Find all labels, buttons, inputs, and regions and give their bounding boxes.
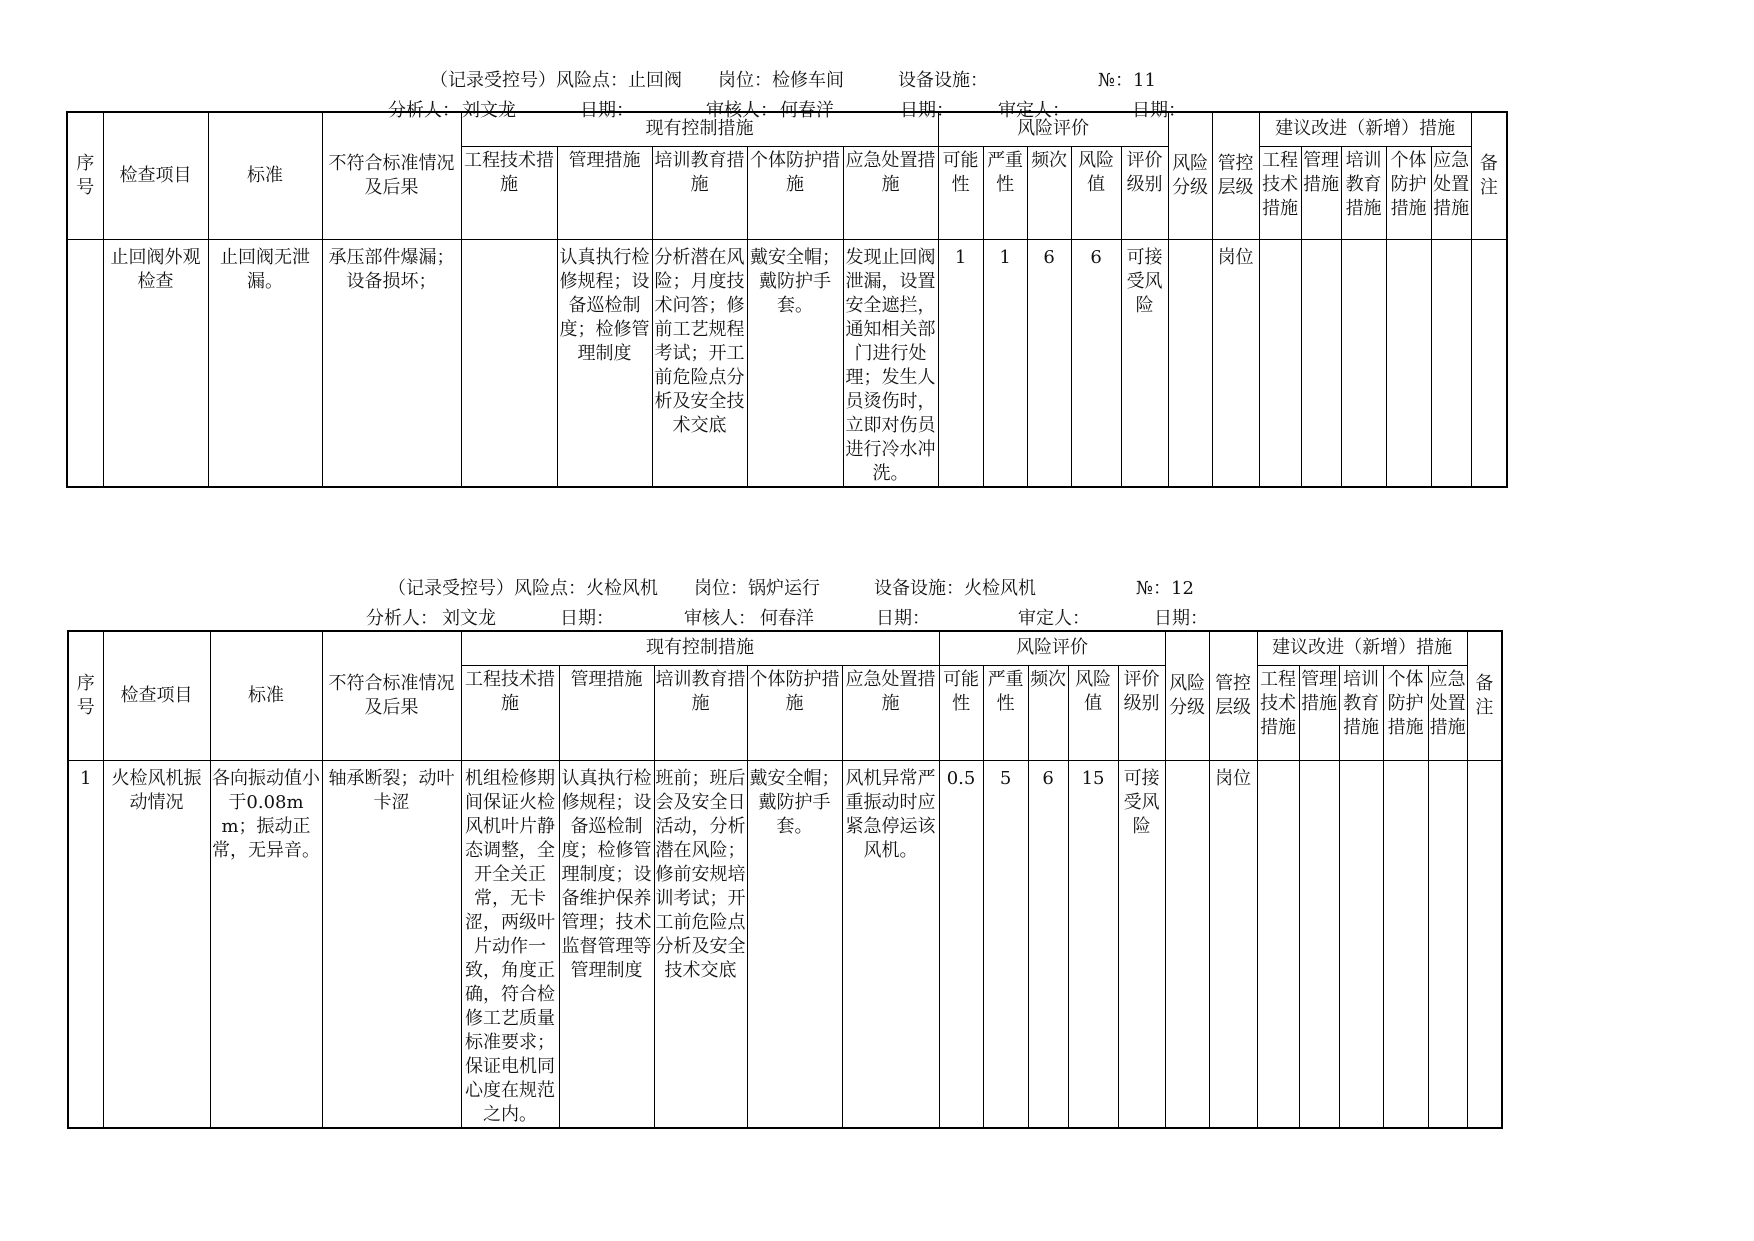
date-label: 日期： [900,100,954,121]
col-standard: 标准 [210,631,322,760]
record-number: №：12 [1136,578,1194,599]
col-s-ppe: 个体防护措施 [1386,146,1431,239]
col-likelihood: 可能性 [939,665,983,760]
col-risk-evaluation: 风险评价 [939,631,1165,665]
col-risk-value: 风险值 [1068,665,1118,760]
col-frequency: 频次 [1028,665,1068,760]
col-ppe: 个体防护措施 [747,146,843,239]
cell-ppe: 戴安全帽；戴防护手套。 [747,239,843,487]
cell-s-ppe [1383,760,1428,1128]
cell-remark [1467,760,1502,1128]
col-s-training: 培训教育措施 [1341,146,1386,239]
cell-risk-level [1165,760,1209,1128]
col-management: 管理措施 [559,665,654,760]
table-row [68,760,1502,1128]
col-engineering: 工程技术措施 [461,146,557,239]
analyst-label: 分析人： [366,608,438,629]
col-seq: 序号 [68,631,103,760]
col-management: 管理措施 [557,146,652,239]
cell-standard: 止回阀无泄漏。 [208,239,322,487]
cell-evaluation-grade: 可接受风险 [1118,760,1165,1128]
reviewer-name: 何春洋 [780,100,834,121]
cell-frequency: 6 [1027,239,1071,487]
col-emergency: 应急处置措施 [843,146,938,239]
col-check-item: 检查项目 [103,631,210,760]
cell-emergency: 风机异常严重振动时应紧急停运该风机。 [842,760,939,1128]
col-risk-value: 风险值 [1071,146,1121,239]
cell-emergency: 发现止回阀泄漏，设置安全遮拦，通知相关部门进行处理；发生人员烫伤时，立即对伤员进行冷水冲洗。 [843,239,938,487]
date-label: 日期： [560,608,614,629]
cell-engineering [461,239,557,487]
col-standard: 标准 [208,112,322,239]
cell-training: 班前；班后会及安全日活动，分析潜在风险；修前安规培训考试；开工前危险点分析及安全技术交底 [654,760,747,1128]
reviewer-label: 审核人： [684,608,756,629]
col-evaluation-grade: 评价级别 [1121,146,1168,239]
col-ppe: 个体防护措施 [747,665,842,760]
col-risk-level: 风险分级 [1165,631,1209,760]
cell-likelihood: 0.5 [939,760,983,1128]
cell-remark [1471,239,1507,487]
cell-s-management [1301,239,1341,487]
col-suggested-measures: 建议改进（新增）措施 [1259,112,1471,146]
cell-risk-level [1168,239,1212,487]
record-header-line-1: （记录受控号）风险点：火检风机 岗位：锅炉运行 设备设施：火检风机 [388,578,1036,599]
col-training: 培训教育措施 [654,665,747,760]
col-s-management: 管理措施 [1299,665,1339,760]
cell-risk-value: 15 [1068,760,1118,1128]
cell-severity: 1 [983,239,1027,487]
risk-analysis-table [67,630,1503,1129]
col-risk-evaluation: 风险评价 [938,112,1168,146]
col-check-item: 检查项目 [103,112,208,239]
cell-nonconformity: 承压部件爆漏；设备损坏； [322,239,461,487]
col-frequency: 频次 [1027,146,1071,239]
cell-check-item: 止回阀外观检查 [103,239,208,487]
col-severity: 严重性 [983,146,1027,239]
col-evaluation-grade: 评价级别 [1118,665,1165,760]
col-s-management: 管理措施 [1301,146,1341,239]
col-s-ppe: 个体防护措施 [1383,665,1428,760]
cell-s-ppe [1386,239,1431,487]
cell-s-emergency [1431,239,1471,487]
approver-label: 审定人： [998,100,1070,121]
cell-s-engineering [1259,239,1301,487]
col-likelihood: 可能性 [938,146,983,239]
col-s-emergency: 应急处置措施 [1431,146,1471,239]
cell-control-level: 岗位 [1212,239,1259,487]
date-label: 日期： [1132,100,1186,121]
cell-management: 认真执行检修规程；设备巡检制度；检修管理制度 [557,239,652,487]
col-remark: 备注 [1471,112,1507,239]
cell-standard: 各向振动值小于0.08mm；振动正常，无异音。 [210,760,322,1128]
table-row [67,239,1507,487]
col-s-emergency: 应急处置措施 [1428,665,1467,760]
col-emergency: 应急处置措施 [842,665,939,760]
col-s-engineering: 工程技术措施 [1259,146,1301,239]
col-training: 培训教育措施 [652,146,747,239]
cell-ppe: 戴安全帽；戴防护手套。 [747,760,842,1128]
cell-s-emergency [1428,760,1467,1128]
cell-s-training [1339,760,1383,1128]
date-label: 日期： [1154,608,1208,629]
col-nonconformity: 不符合标准情况及后果 [322,631,461,760]
cell-severity: 5 [983,760,1028,1128]
cell-check-item: 火检风机振动情况 [103,760,210,1128]
analyst-label: 分析人： [388,100,460,121]
col-nonconformity: 不符合标准情况及后果 [322,112,461,239]
cell-engineering: 机组检修期间保证火检风机叶片静态调整，全开全关正常，无卡涩，两级叶片动作一致，角度正确，符合检修工艺质量标准要求；保证电机同心度在规范之内。 [461,760,559,1128]
col-engineering: 工程技术措施 [461,665,559,760]
reviewer-label: 审核人： [706,100,778,121]
col-s-engineering: 工程技术措施 [1257,665,1299,760]
cell-evaluation-grade: 可接受风险 [1121,239,1168,487]
analyst-name: 刘文龙 [442,608,496,629]
analyst-name: 刘文龙 [462,100,516,121]
col-suggested-measures: 建议改进（新增）措施 [1257,631,1467,665]
cell-likelihood: 1 [938,239,983,487]
col-existing-controls: 现有控制措施 [461,112,938,146]
cell-risk-value: 6 [1071,239,1121,487]
cell-s-training [1341,239,1386,487]
col-remark: 备注 [1467,631,1502,760]
col-risk-level: 风险分级 [1168,112,1212,239]
risk-analysis-table [66,111,1508,488]
col-severity: 严重性 [983,665,1028,760]
col-control-level: 管控层级 [1209,631,1257,760]
cell-management: 认真执行检修规程；设备巡检制度；检修管理制度；设备维护保养管理；技术监督管理等管理制度 [559,760,654,1128]
col-s-training: 培训教育措施 [1339,665,1383,760]
cell-nonconformity: 轴承断裂；动叶卡涩 [322,760,461,1128]
cell-s-engineering [1257,760,1299,1128]
col-control-level: 管控层级 [1212,112,1259,239]
date-label: 日期： [580,100,634,121]
date-label: 日期： [876,608,930,629]
approver-label: 审定人： [1018,608,1090,629]
cell-seq [67,239,103,487]
cell-frequency: 6 [1028,760,1068,1128]
record-header-line-1: （记录受控号）风险点：止回阀 岗位：检修车间 设备设施： [430,70,988,91]
cell-training: 分析潜在风险；月度技术问答；修前工艺规程考试；开工前危险点分析及安全技术交底 [652,239,747,487]
col-seq: 序号 [67,112,103,239]
cell-seq: 1 [68,760,103,1128]
cell-control-level: 岗位 [1209,760,1257,1128]
cell-s-management [1299,760,1339,1128]
record-number: №：11 [1098,70,1156,91]
reviewer-name: 何春洋 [760,608,814,629]
col-existing-controls: 现有控制措施 [461,631,939,665]
